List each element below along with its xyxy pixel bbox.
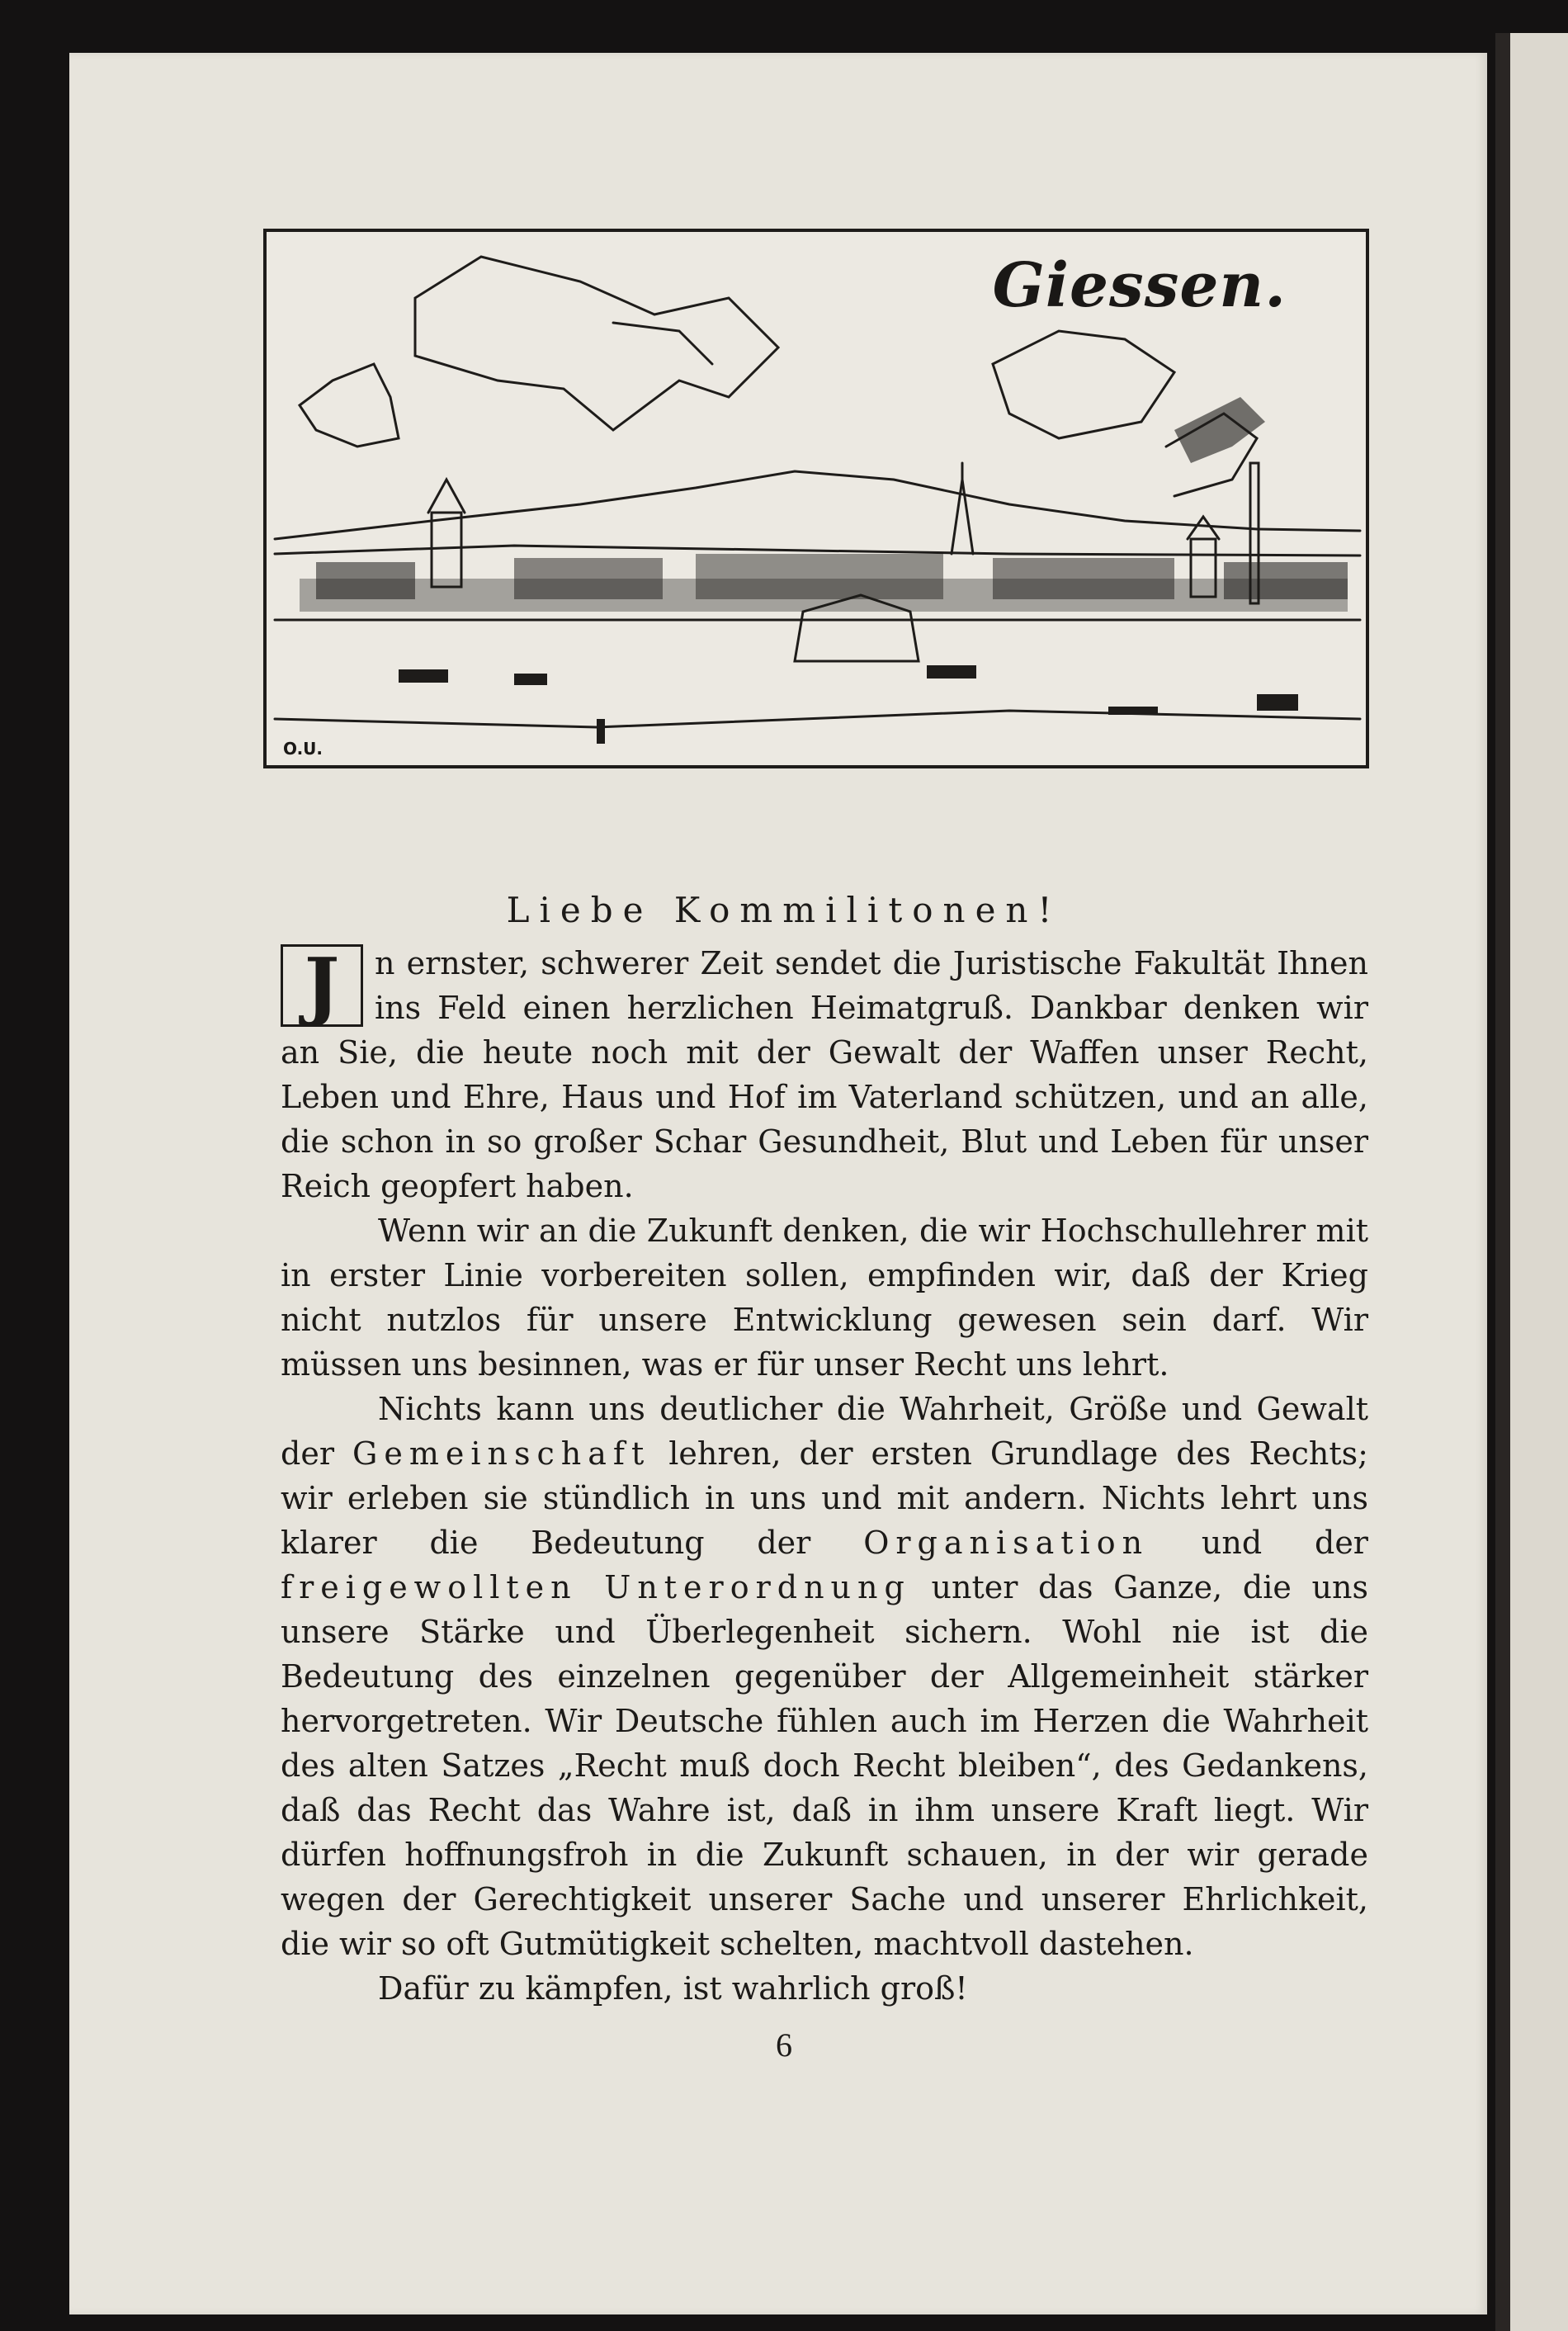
artist-signature: O.U. xyxy=(283,739,323,759)
drop-cap: J xyxy=(281,944,363,1027)
emphasis-unterordnung: freigewollten Unterordnung xyxy=(281,1569,911,1605)
paragraph-2: Wenn wir an die Zukunft denken, die wir Hochschullehrer mit in erster Linie vorbereiten sollen, empfinden wir, daß der Krieg nicht nutzlos für unsere Entwicklung gewesen sein darf. Wir müssen uns besinnen, was er für unser Recht uns lehrt. xyxy=(281,1213,1368,1383)
city-title: Giessen. xyxy=(992,250,1287,321)
paragraph-3-part-c: lehren, der ersten Grundlage des Rechts; wir erleben sie stündlich in uns und mit andern. Nichts lehrt uns klarer die Bedeutung der xyxy=(281,1435,1368,1561)
page-number: 6 xyxy=(776,2026,792,2064)
paragraph-1-text: n ernster, schwerer Zeit sendet die Juristische Fakultät Ihnen ins Feld einen herzlichen Heimatgruß. Dankbar denken wir an Sie, die heute noch mit der Gewalt der Waffen unser Recht, Leben und Ehre, Haus und Hof im Vaterland schützen, und an alle, die schon in so großer Schar Gesundheit, Blut und Leben für unser Reich geopfert haben. xyxy=(281,945,1368,1204)
paragraph-4: Dafür zu kämpfen, ist wahrlich groß! xyxy=(378,1970,968,2007)
next-page-edge xyxy=(1510,33,1568,2331)
paragraph-3 xyxy=(281,1387,1368,1966)
book-gutter xyxy=(1495,33,1510,2331)
paragraph-1 xyxy=(281,941,1368,1208)
giessen-illustration xyxy=(263,229,1369,768)
paragraph-3-part-g: unter das Ganze, die uns unsere Stärke und Überlegenheit sichern. Wohl nie ist die Bedeutung des einzelnen gegenüber der Allgemeinheit stärker hervorgetreten. Wir Deutsche fühlen auch im Herzen die Wahrheit des alten Satzes „Recht muß doch Recht bleiben“, des Gedankens, daß das Recht das Wahre ist, daß in ihm unsere Kraft liegt. Wir dürfen hoffnungsfroh in die Zukunft schauen, in der wir gerade wegen der Gerechtigkeit unserer Sache und unserer Ehrlichkeit, die wir so oft Gutmütigkeit schelten, machtvoll dastehen. xyxy=(281,1569,1368,1962)
paragraph-3-part-a: Nichts kann uns deutlicher die Wahrheit, Größe und Gewalt der xyxy=(281,1391,1368,1472)
emphasis-organisation: Organisation xyxy=(863,1525,1150,1561)
paragraph-3-part-e: und der xyxy=(1201,1525,1368,1561)
greeting-heading: Liebe Kommilitonen! xyxy=(506,890,1062,930)
emphasis-gemeinschaft: Gemeinschaft xyxy=(352,1435,651,1472)
letter-body xyxy=(281,941,1368,2011)
